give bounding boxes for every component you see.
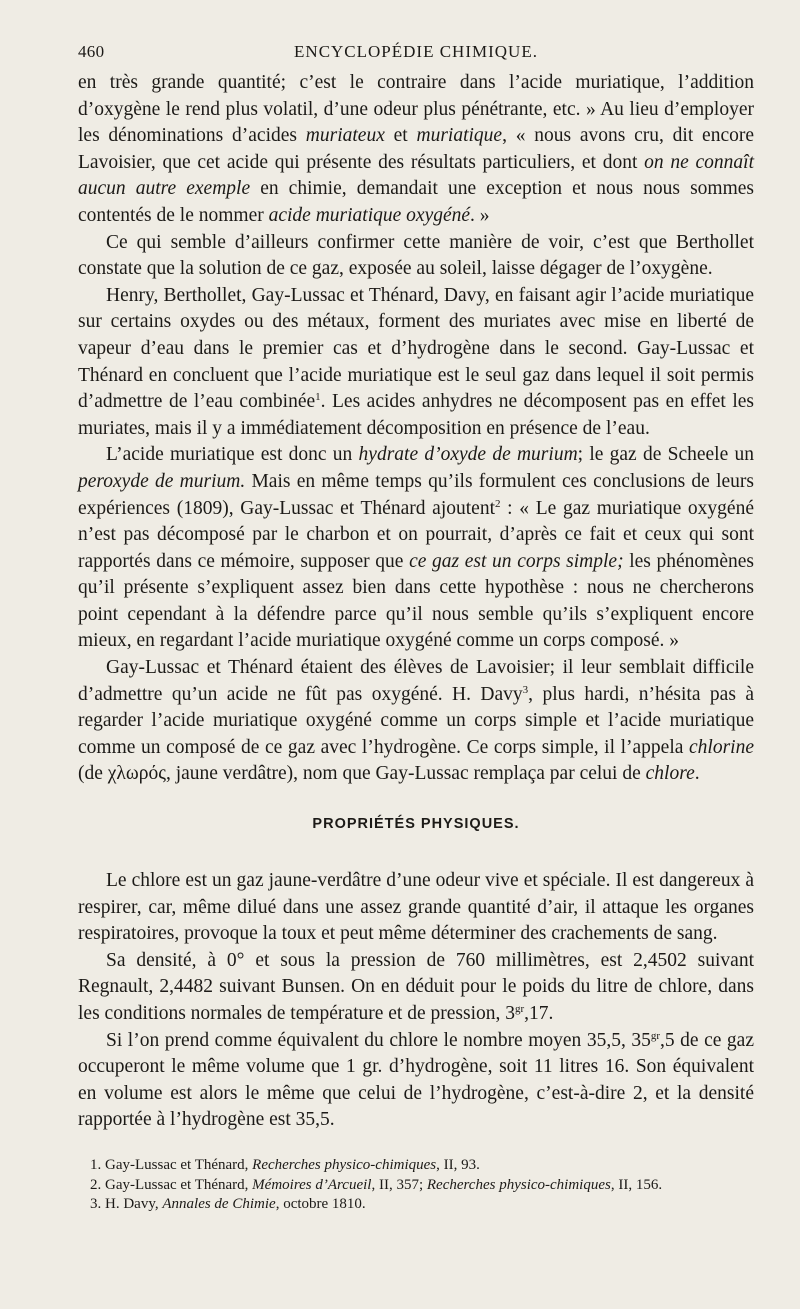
footnote-ref: 3 bbox=[522, 683, 529, 696]
body-text bbox=[78, 70, 754, 788]
page-number: 460 bbox=[78, 42, 105, 61]
paragraph: Henry, Berthollet, Gay-Lussac et Thénard, Davy, en faisant agir l’acide muriatique sur certains oxydes ou des métaux, forment des muriates avec mise en liberté de vapeur d’eau dans le premier cas et d’hydrogène dans le second. Gay-Lussac et Thénard en concluent que l’acide muriatique est le seul gaz dans lequel il soit permis d’admettre de l’eau combinée$^1$. Les acides anhydres ne décomposent pas en effet les muriates, mais il y a immédiatement décomposition en présence de l’eau. bbox=[78, 284, 754, 439]
footnote: 3. H. Davy, Annales de Chimie, octobre 1810. bbox=[90, 1196, 366, 1212]
footnote: 1. Gay-Lussac et Thénard, Recherches physico-chimiques, II, 93. bbox=[90, 1157, 480, 1173]
section-heading: PROPRIÉTÉS PHYSIQUES. bbox=[312, 816, 520, 832]
paragraph: en très grande quantité; c’est le contraire dans l’acide muriatique, l’addition d’oxygène le rend plus volatil, d’une odeur plus pénétrante, etc. » Au lieu d’employer les dénominations d’acides muriateux et muriatique, « nous avons cru, dit encore Lavoisier, que cet acide qui présente des résultats particuliers, et dont on ne connaît aucun autre exemple en chimie, demandait une exception et nous nous sommes contentés de le nommer acide muriatique oxygéné. » bbox=[78, 72, 755, 226]
page-header bbox=[78, 42, 754, 66]
paragraph: L’acide muriatique est donc un hydrate d’oxyde de murium; le gaz de Scheele un peroxyde de murium. Mais en même temps qu’ils formulent ces conclusions de leurs expériences (1809), Gay-Lussac et Thénard ajoutent$^2$ : « Le gaz muriatique oxygéné n’est pas décomposé par le charbon et on pourrait, d’après ce fait et ceux qui sont rapportés dans ce mémoire, supposer que ce gaz est un corps simple; les phénomènes qu’il présente s’expliquent assez bien dans cette hypothèse : nous ne chercherons point cependant à la défendre parce qu’il nous semble qu’ils s’expliquent encore mieux, en regardant l’acide muriatique oxygéné comme un corps composé. » bbox=[78, 444, 754, 652]
running-title: ENCYCLOPÉDIE CHIMIQUE. bbox=[294, 42, 538, 61]
footnote: 2. Gay-Lussac et Thénard, Mémoires d’Arcueil, II, 357; Recherches physico-chimiques, II, 156. bbox=[90, 1176, 663, 1193]
paragraph: Le chlore est un gaz jaune-verdâtre d’une odeur vive et spéciale. Il est dangereux à respirer, car, même dilué dans une assez grande quantité d’air, il attaque les organes respiratoires, provoque la toux et peut même déterminer des crachements de sang. bbox=[78, 870, 754, 945]
body-text-section bbox=[78, 868, 754, 1134]
footnotes bbox=[78, 1156, 754, 1215]
paragraph: Ce qui semble d’ailleurs confirmer cette manière de voir, c’est que Berthollet constate que la solution de ce gaz, exposée au soleil, laisse dégager de l’oxygène. bbox=[78, 231, 754, 280]
paragraph: Si l’on prend comme équivalent du chlore le nombre moyen 35,5, $35^{gr},5$ de ce gaz occuperont le même volume que 1 gr. d’hydrogène, soit 11 litres 16. Son équivalent en volume est alors le même que celui de l’hydrogène, c’est-à-dire 2, et la densité rapportée à l’hydrogène est 35,5. bbox=[78, 1029, 754, 1131]
paragraph: Gay-Lussac et Thénard étaient des élèves de Lavoisier; il leur semblait difficile d’admettre qu’un acide ne fût pas oxygéné. H. Davy$^3$, plus hardi, n’hésita pas à regarder l’acide muriatique oxygéné comme un corps simple et l’acide muriatique comme un composé de ce gaz avec l’hydrogène. Ce corps simple, il l’appela chlorine (de χλωρός, jaune verdâtre), nom que Gay-Lussac remplaça par celui de chlore. bbox=[78, 657, 754, 785]
paragraph: Sa densité, à 0° et sous la pression de 760 millimètres, est 2,4502 suivant Regnault, 2,4482 suivant Bunsen. On en déduit pour le poids du litre de chlore, dans les conditions normales de température et de pression, $3^{gr},17$. bbox=[78, 949, 754, 1024]
footnote-ref: 1 bbox=[315, 391, 321, 404]
footnote-ref: 2 bbox=[494, 497, 501, 510]
